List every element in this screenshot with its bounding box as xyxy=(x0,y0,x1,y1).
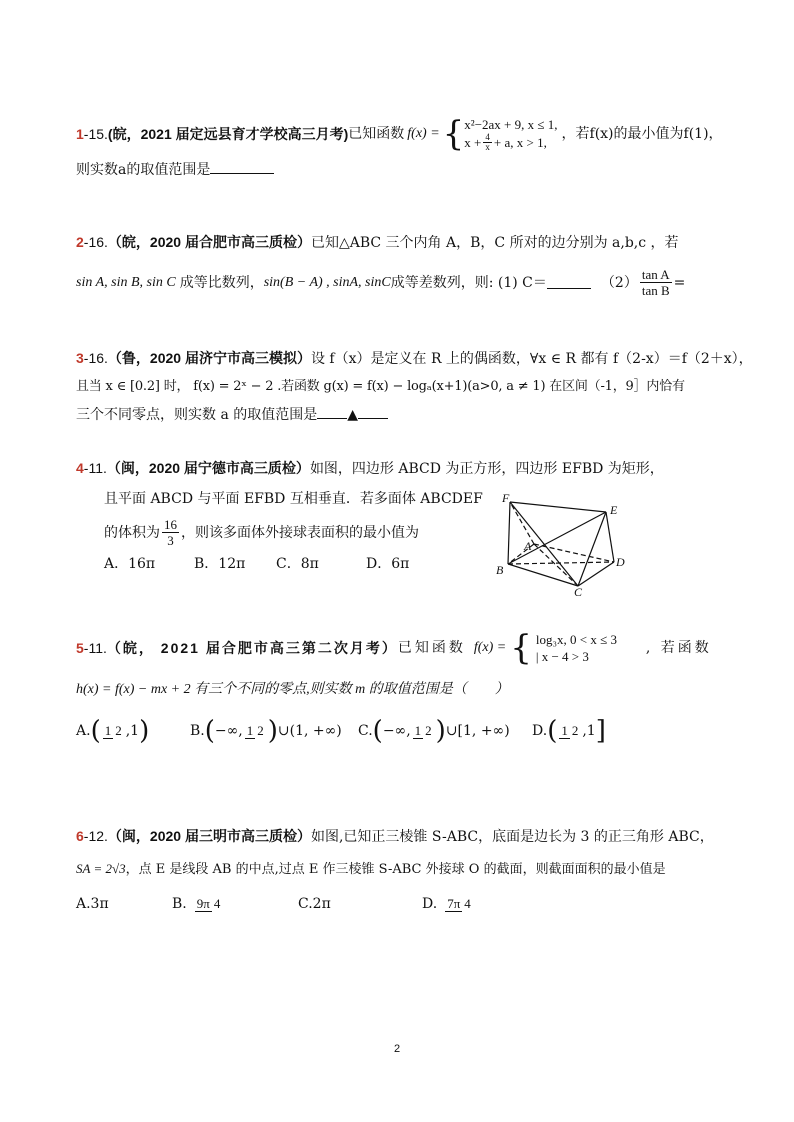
question-6-line-1 xyxy=(76,826,720,847)
label-D: D xyxy=(616,555,625,569)
question-1 xyxy=(76,112,723,180)
case-1: log₃x, 0 < x ≤ 3 xyxy=(535,632,617,647)
question-source: （闽，2020 届三明市高三质检） xyxy=(107,828,311,844)
question-index: -11. xyxy=(83,460,107,476)
question-number: 1 xyxy=(76,126,84,142)
option-c[interactable]: C.2π xyxy=(298,896,331,912)
answer-blank-1 xyxy=(547,276,591,289)
question-4-line-2: 且平面 ABCD 与平面 EFBD 互相垂直．若多面体 ABCDEF xyxy=(104,491,483,507)
question-stem: 设 f（x）是定义在 R 上的偶函数，∀x ∈ R 都有 f（2-x）＝f（2＋x）， xyxy=(310,351,753,367)
function-label: f(x) = xyxy=(407,126,440,141)
case-2: | x − 4 > 3 xyxy=(535,649,589,664)
question-stem: 如图，四边形 ABCD 为正方形，四边形 EFBD 为矩形， xyxy=(309,461,664,477)
option-a[interactable]: A．16π xyxy=(104,556,156,572)
question-index: -15. xyxy=(83,126,108,142)
volume-fraction: $\frac{16}{3}$ xyxy=(164,517,177,548)
answer-blank-a xyxy=(317,406,347,419)
question-3 xyxy=(76,348,753,425)
option-c[interactable]: C. ( −∞, 1 2 ) ∪[1, +∞) xyxy=(358,716,510,746)
question-4-line-1 xyxy=(76,458,720,479)
question-stem-tail: , 若函数 xyxy=(645,640,712,656)
option-a[interactable]: A.3π xyxy=(76,896,109,912)
option-c[interactable]: C．8π xyxy=(276,556,319,572)
case-2: x + $\frac{4}{x}$ + a, x > 1, xyxy=(464,132,547,152)
label-B: B xyxy=(496,563,504,577)
piecewise-cases xyxy=(464,116,557,152)
question-source: （闽，2020 届宁德市高三质检） xyxy=(106,460,310,476)
option-a[interactable]: A. ( 1 2 ,1 ) xyxy=(76,716,150,746)
label-F: F xyxy=(502,494,510,505)
option-d[interactable]: D．6π xyxy=(366,556,410,572)
question-6-line-2: SA = 2√3，点 E 是线段 AB 的中点,过点 E 作三棱锥 S-ABC 外接球 O 的截面，则截面面积的最小值是 xyxy=(76,861,666,877)
answer-blank-b xyxy=(358,406,388,419)
question-1-line-1 xyxy=(76,112,723,156)
question-2 xyxy=(76,232,720,298)
option-b[interactable]: B．12π xyxy=(194,556,246,572)
left-brace: { xyxy=(442,114,465,154)
question-5-line-1 xyxy=(76,628,720,668)
option-b[interactable]: B. 9π 4 xyxy=(172,896,221,912)
option-b[interactable]: B. ( −∞, 1 2 ) ∪(1, +∞) xyxy=(190,716,342,746)
option-d[interactable]: D. ( 1 2 ,1 ] xyxy=(532,716,606,746)
page-number: 2 xyxy=(393,1043,401,1055)
question-stem: 已知函数 xyxy=(397,640,466,656)
question-3-line-1 xyxy=(76,348,753,369)
question-stem: 已知函数 xyxy=(348,126,405,142)
question-number: 5 xyxy=(76,640,84,656)
case-1: x²−2ax + 9, x ≤ 1, xyxy=(464,117,558,132)
question-5-options xyxy=(76,718,720,744)
question-5-line-2: h(x) = f(x) − mx + 2 有三个不同的零点,则实数 m 的取值范围是（ ） xyxy=(76,682,509,697)
label-E: E xyxy=(610,503,618,517)
question-source: （皖， 2021 届合肥市高三第二次月考） xyxy=(106,640,398,656)
label-C: C xyxy=(574,585,583,596)
label-A: A xyxy=(524,539,532,553)
question-3-line-2: 且当 x ∈ [0.2] 时， f(x) = 2ˣ − 2 .若函数 g(x) = f(x) − logₐ(x+1)(a>0, a ≠ 1) 在区间（-1，9］内恰有 xyxy=(76,379,685,394)
question-stem: 已知△ABC 三个内角 A，B，C 所对的边分别为 a,b,c ，若 xyxy=(310,235,679,251)
question-number: 6 xyxy=(76,828,84,844)
piecewise-cases xyxy=(536,631,646,665)
question-3-line-3: 三个不同零点，则实数 a 的取值范围是 ▲ xyxy=(76,405,720,425)
question-source: （鲁，2020 届济宁市高三模拟） xyxy=(107,350,311,366)
question-index: -11. xyxy=(83,640,107,656)
question-1-line-2: 则实数a的取值范围是 xyxy=(76,160,720,180)
question-2-line-2: sin A, sin B, sin C 成等比数列， sin(B − A) , sinA, sinC 成等差数列，则: (1) C＝ （2） $\frac{\text{tan A}}{\text{tan B}}$ = xyxy=(76,267,686,298)
function-label: f(x) = xyxy=(473,640,507,655)
question-index: -16. xyxy=(83,234,108,250)
left-brace: { xyxy=(510,628,532,668)
question-number: 3 xyxy=(76,350,84,366)
answer-blank xyxy=(210,161,274,174)
option-d[interactable]: D. 7π 4 xyxy=(422,896,471,912)
question-6-options xyxy=(76,894,720,914)
polyhedron-figure xyxy=(494,494,630,596)
fraction: $\frac{4}{x}$ xyxy=(485,132,490,152)
question-2-line-1 xyxy=(76,232,720,253)
question-source: （皖，2020 届合肥市高三质检） xyxy=(107,234,311,250)
question-6 xyxy=(76,826,720,914)
question-source: (皖，2021 届定远县育才学校高三月考) xyxy=(107,126,349,142)
question-4-line-3: 的体积为 $\frac{16}{3}$ ，则该多面体外接球表面积的最小值为 xyxy=(104,517,419,548)
question-index: -16. xyxy=(83,350,108,366)
tan-ratio-fraction: $\frac{\text{tan A}}{\text{tan B}}$ xyxy=(641,267,670,298)
question-number: 2 xyxy=(76,234,84,250)
question-5 xyxy=(76,628,720,744)
triangle-mark: ▲ xyxy=(347,407,359,423)
question-stem: 如图,已知正三棱锥 S-ABC，底面是边长为 3 的正三角形 ABC， xyxy=(310,829,714,845)
question-number: 4 xyxy=(76,460,84,476)
question-stem-tail: ，若f(x)的最小值为f(1)， xyxy=(561,126,723,142)
question-index: -12. xyxy=(83,828,108,844)
